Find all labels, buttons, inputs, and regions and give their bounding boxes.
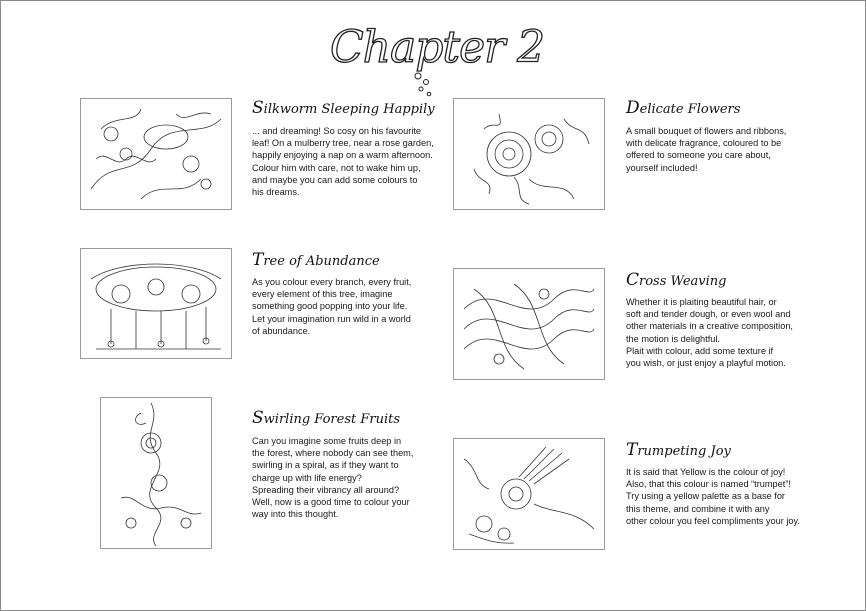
card-text-cross-weaving: Whether it is plaiting beautiful hair, or soft and tender dough, or even wool and other materials in a creative composition, the motion is delightful. Plait with colour, add some texture if you wish, or just enjoy a playful motion. — [626, 297, 793, 369]
chapter-title: Chapter 2 — [330, 22, 545, 73]
silkworm-illustration — [80, 98, 232, 210]
trumpeting-joy-illustration — [453, 438, 605, 550]
card-title-delicate-flowers: Delicate Flowers — [626, 98, 741, 118]
card-text-delicate-flowers: A small bouquet of flowers and ribbons, with delicate fragrance, coloured to be offered to someone you care about, yourself included! — [626, 126, 787, 173]
delicate-flowers-illustration — [453, 98, 605, 210]
tree-of-abundance-illustration — [80, 248, 232, 359]
card-title-swirling-forest-fruits: Swirling Forest Fruits — [252, 408, 401, 428]
cross-weaving-illustration — [453, 268, 605, 380]
bubbles-ornament — [410, 70, 440, 100]
card-title-tree-of-abundance: Tree of Abundance — [252, 250, 380, 270]
card-title-cross-weaving: Cross Weaving — [626, 270, 727, 290]
card-text-silkworm: ... and dreaming! So cosy on his favourite leaf! On a mulberry tree, near a rose garden, happily enjoying a nap on a warm afternoon. Colour him with care, not to wake him up, and maybe you can add some colours to his dreams. — [252, 126, 434, 198]
swirling-forest-fruits-illustration — [100, 397, 212, 549]
card-text-swirling-forest-fruits: Can you imagine some fruits deep in the forest, where nobody can see them, swirling in a spiral, as if they want to charge up with life energy? Spreading their vibrancy all around? Well, now is a good time to colour your way into this thought. — [252, 436, 414, 520]
card-title-trumpeting-joy: Trumpeting Joy — [626, 440, 731, 460]
card-text-tree-of-abundance: As you colour every branch, every fruit, every element of this tree, imagine something good popping into your life. Let your imagination run wild in a world of abundance. — [252, 277, 412, 336]
card-text-trumpeting-joy: It is said that Yellow is the colour of joy! Also, that this colour is named “trumpet”! Try using a yellow palette as a base for this theme, and combine it with any other colour you feel compliments your joy. — [626, 467, 800, 526]
card-title-silkworm: Silkworm Sleeping Happily — [252, 98, 435, 118]
